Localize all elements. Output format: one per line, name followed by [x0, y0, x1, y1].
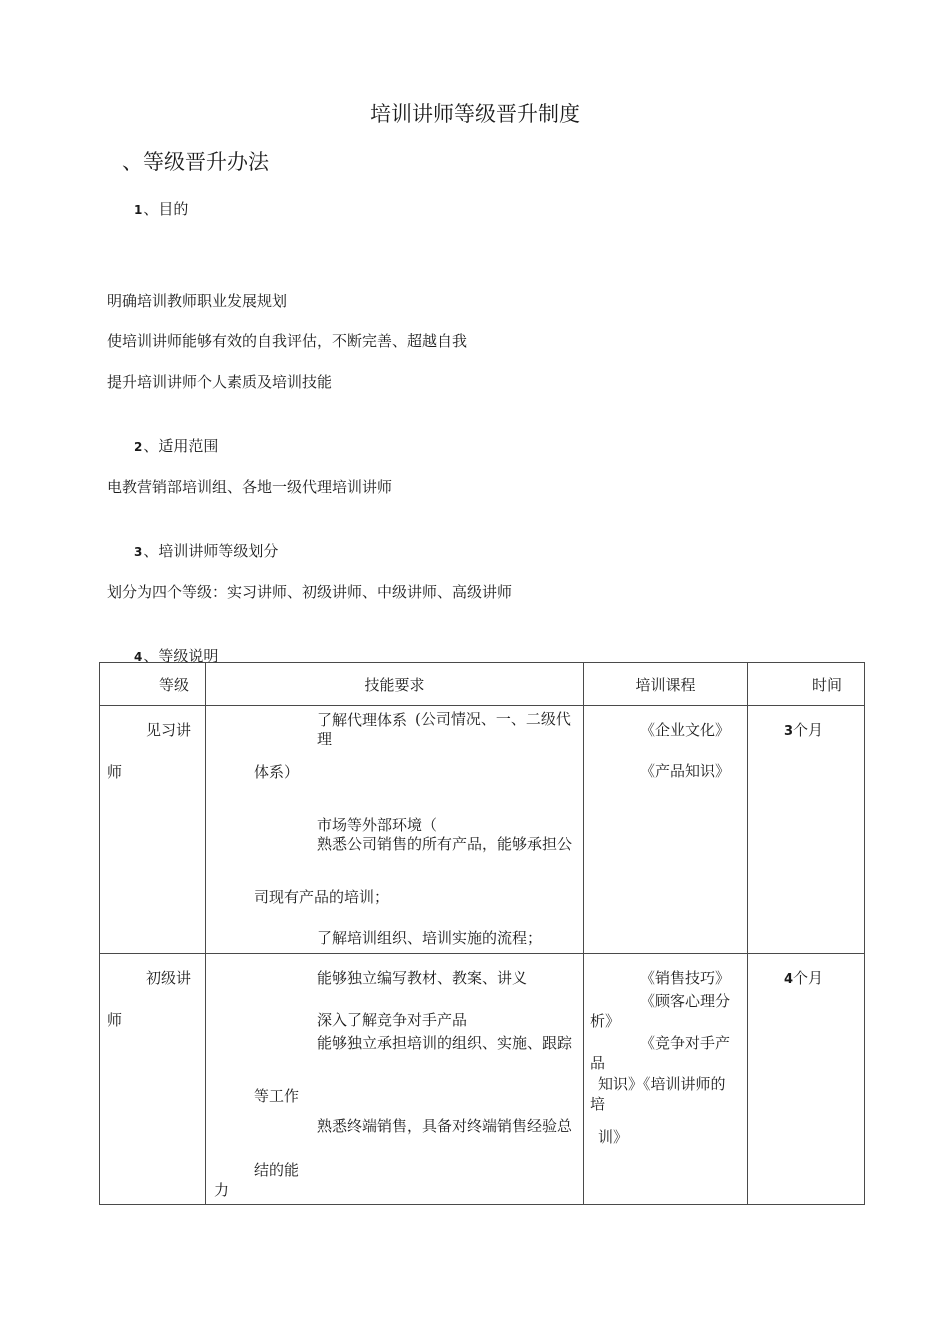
division-text: 划分为四个等级：实习讲师、初级讲师、中级讲师、高级讲师 [107, 583, 513, 601]
courses-cell: 《销售技巧》 《顾客心理分析》 《竞争对手产品 知识》《培训讲师的培 训》 [584, 954, 748, 1205]
time-cell: 4个月 [748, 954, 865, 1205]
courses-cell: 《企业文化》 《产品知识》 [584, 706, 748, 954]
header-grade: 等级 [100, 663, 206, 706]
section-number: 1 [134, 203, 143, 217]
table-header-row [100, 663, 865, 706]
section-number: 2 [134, 440, 143, 454]
page-title: 培训讲师等级晋升制度 [370, 102, 580, 126]
header-skills: 技能要求 [206, 663, 584, 706]
grade-cell: 见习讲 师 [100, 706, 206, 954]
section-heading: 、等级晋升办法 [122, 150, 269, 174]
section-label: 、培训讲师等级划分 [143, 542, 279, 560]
section-label: 、等级说明 [143, 647, 219, 665]
table-row [100, 706, 865, 954]
purpose-line: 明确培训教师职业发展规划 [107, 292, 288, 310]
purpose-line: 提升培训讲师个人素质及培训技能 [107, 373, 333, 391]
section-label: 、目的 [143, 200, 189, 218]
grade-table [99, 662, 865, 1205]
scope-text: 电教营销部培训组、各地一级代理培训讲师 [107, 478, 393, 496]
table-row [100, 954, 865, 1205]
header-courses: 培训课程 [584, 663, 748, 706]
skills-cell: 了解代理体系 (公司情况、一、二级代理 体系） 市场等外部环境（ 熟悉公司销售的所有产品，能够承担公 司现有产品的培训； 了解培训组织、培训实施的流程； [206, 706, 584, 954]
header-time: 时间 [748, 663, 865, 706]
section-1-heading [134, 198, 188, 219]
purpose-line: 使培训讲师能够有效的自我评估，不断完善、超越自我 [107, 332, 468, 350]
grade-cell: 初级讲 师 [100, 954, 206, 1205]
time-cell: 3个月 [748, 706, 865, 954]
section-number: 3 [134, 545, 143, 559]
section-label: 、适用范围 [143, 437, 219, 455]
section-number: 4 [134, 650, 143, 664]
skills-cell: 能够独立编写教材、教案、讲义 深入了解竞争对手产品 能够独立承担培训的组织、实施、跟踪 等工作 熟悉终端销售，具备对终端销售经验总 结的能 力 [206, 954, 584, 1205]
section-3-heading [134, 540, 278, 561]
section-2-heading [134, 435, 218, 456]
